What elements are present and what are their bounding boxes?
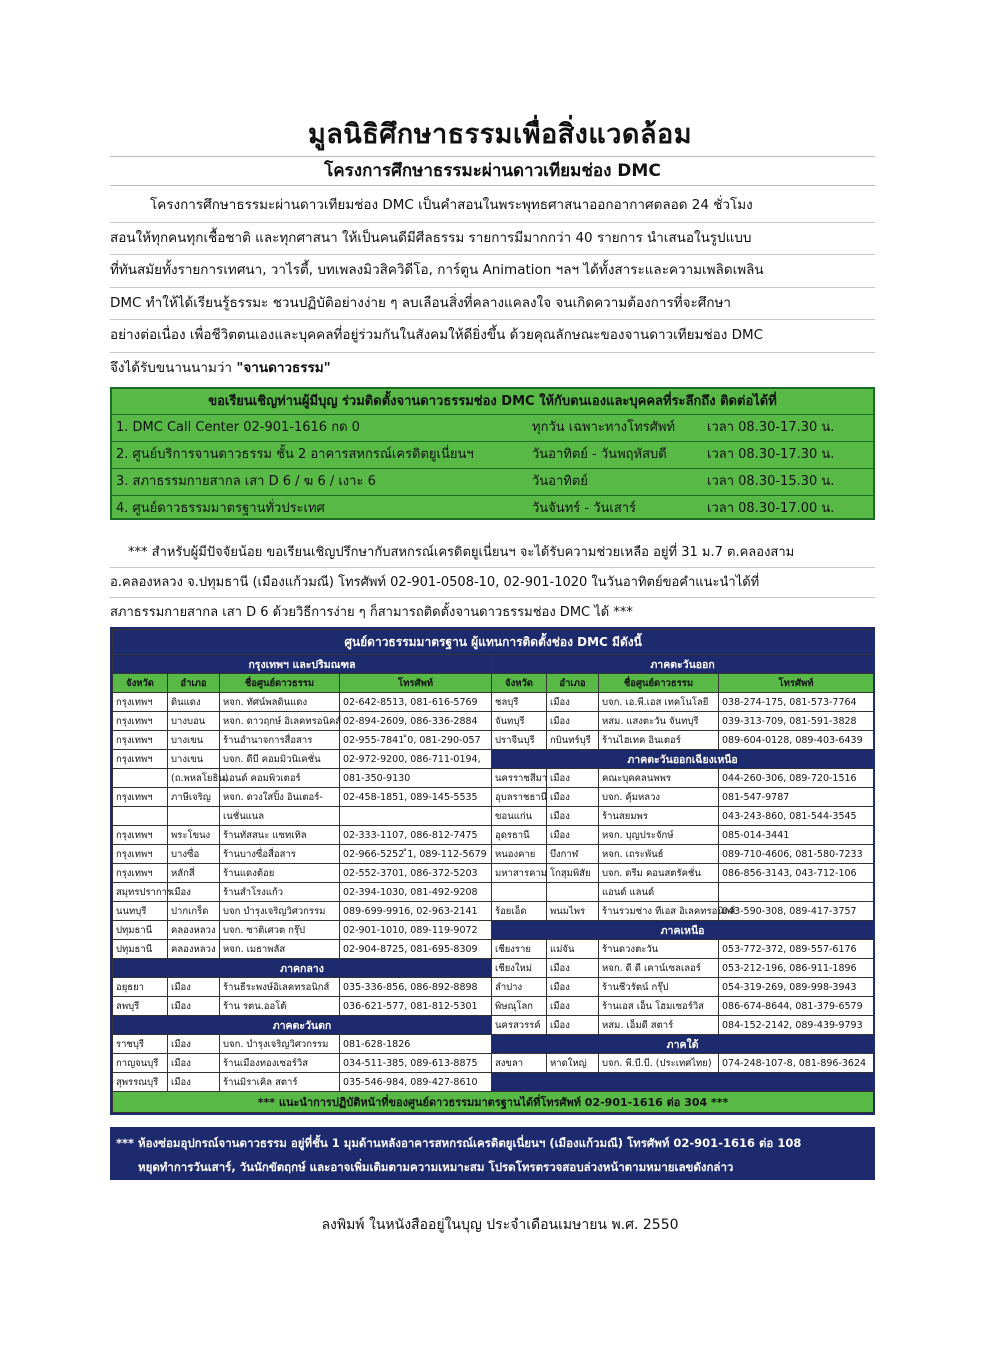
district-cell: ดินแดง: [168, 693, 220, 712]
phone-cell: 089-710-4606, 081-580-7233: [719, 845, 874, 864]
center-name-cell: หสม. เอ็มดี สตาร์: [599, 1016, 719, 1035]
phone-cell: 02-394-1030, 081-492-9208: [340, 883, 492, 902]
district-cell: คลองหลวง: [168, 921, 220, 940]
district-cell: พนมไพร: [547, 902, 599, 921]
column-header: ชื่อศูนย์ดาวธรรม: [599, 674, 719, 693]
phone-cell: 085-014-3441: [719, 826, 874, 845]
province-cell: ราชบุรี: [113, 1035, 168, 1054]
district-cell: ภาษีเจริญ: [168, 788, 220, 807]
table-row: [113, 883, 874, 902]
phone-cell: 081-628-1826: [340, 1035, 492, 1054]
phone-cell: 081-350-9130: [340, 769, 492, 788]
phone-cell: 089-699-9916, 02-963-2141: [340, 902, 492, 921]
center-name-cell: ร้าน รตน.ออโต้: [220, 997, 340, 1016]
province-cell: กรุงเทพฯ: [113, 731, 168, 750]
region-header: ภาคเหนือ: [492, 921, 874, 940]
province-cell: ปทุมธานี: [113, 940, 168, 959]
table-row: [113, 731, 874, 750]
contact-name: 1. DMC Call Center 02-901-1616 กด 0: [116, 420, 360, 435]
contact-row: [112, 415, 873, 442]
district-cell: เมือง: [547, 826, 599, 845]
district-cell: เมือง: [168, 997, 220, 1016]
column-header: อำเภอ: [168, 674, 220, 693]
district-cell: [168, 807, 220, 826]
district-cell: (ถ.พหลโยธิน): [168, 769, 220, 788]
phone-cell: 044-260-306, 089-720-1516: [719, 769, 874, 788]
contact-name: 3. สภาธรรมกายสากล เสา D 6 / ฆ 6 / เงาะ 6: [116, 474, 376, 489]
column-header: โทรศัพท์: [340, 674, 492, 693]
province-cell: หนองคาย: [492, 845, 547, 864]
table-row: [113, 788, 874, 807]
phone-cell: 039-313-709, 081-591-3828: [719, 712, 874, 731]
province-cell: กรุงเทพฯ: [113, 788, 168, 807]
province-cell: อุดรธานี: [492, 826, 547, 845]
district-cell: คลองหลวง: [168, 940, 220, 959]
phone-cell: 054-319-269, 089-998-3943: [719, 978, 874, 997]
center-name-cell: หจก. ดี ดี เคาน์เซลเลอร์: [599, 959, 719, 978]
table-row: [113, 864, 874, 883]
contact-time: เวลา 08.30-15.30 น.: [707, 474, 835, 489]
district-cell: แม่จัน: [547, 940, 599, 959]
province-cell: มหาสารคาม: [492, 864, 547, 883]
center-name-cell: ร้านดวงตะวัน: [599, 940, 719, 959]
intro-last-text: จึงได้รับขนานนามว่า: [110, 359, 237, 376]
contact-time: เวลา 08.30-17.30 น.: [707, 420, 835, 435]
district-cell: บางเขน: [168, 731, 220, 750]
phone-cell: 02-955-7841 ̊0, 081-290-057: [340, 731, 492, 750]
district-cell: เมือง: [547, 997, 599, 1016]
province-cell: กรุงเทพฯ: [113, 845, 168, 864]
center-name-cell: ร้านสำโรงแก้ว: [220, 883, 340, 902]
province-cell: ร้อยเอ็ด: [492, 902, 547, 921]
note-line: *** สำหรับผู้มีปัจจัยน้อย ขอเรียนเชิญปรึกษากับสหกรณ์เครดิตยูเนี่ยนฯ จะได้รับความช่วยเหลือ อยู่ที่ 31 ม.7 ต.คลองสาม: [110, 538, 875, 568]
center-name-cell: ร้านมิราเคิล สตาร์: [220, 1073, 340, 1092]
table-row: [113, 1016, 874, 1035]
phone-cell: 02-642-8513, 081-616-5769: [340, 693, 492, 712]
phone-cell: 053-212-196, 086-911-1896: [719, 959, 874, 978]
province-cell: สมุทรปราการ: [113, 883, 168, 902]
column-header: โทรศัพท์: [719, 674, 874, 693]
province-cell: ขอนแก่น: [492, 807, 547, 826]
province-cell: พิษณุโลก: [492, 997, 547, 1016]
phone-cell: 043-590-308, 089-417-3757: [719, 902, 874, 921]
phone-cell: 035-336-856, 086-892-8898: [340, 978, 492, 997]
center-name-cell: หจก. บุญประจักษ์: [599, 826, 719, 845]
district-cell: กบินทร์บุรี: [547, 731, 599, 750]
center-name-cell: ร้านไฮเทค อินเตอร์: [599, 731, 719, 750]
region-header: ภาคตะวันออก: [492, 655, 874, 674]
center-name-cell: หจก. เถระพันธ์: [599, 845, 719, 864]
province-cell: นครราชสีมา: [492, 769, 547, 788]
phone-cell: 084-152-2142, 089-439-9793: [719, 1016, 874, 1035]
page-title: มูลนิธิศึกษาธรรมเพื่อสิ่งแวดล้อม: [307, 119, 693, 150]
phone-cell: 081-547-9787: [719, 788, 874, 807]
repair-notice: [110, 1127, 875, 1180]
district-cell: บางซื่อ: [168, 845, 220, 864]
province-cell: ลำปาง: [492, 978, 547, 997]
contact-box: [110, 387, 875, 520]
column-header: จังหวัด: [113, 674, 168, 693]
province-cell: ปทุมธานี: [113, 921, 168, 940]
assistance-note: [110, 538, 875, 628]
intro-line: DMC ทำให้ได้เรียนรู้ธรรมะ ชวนปฏิบัติอย่างง่าย ๆ ลบเลือนสิ่งที่คลางแคลงใจ จนเกิดความต้องการที่จะศึกษา: [110, 288, 875, 321]
phone-cell: 02-972-9200, 086-711-0194,: [340, 750, 492, 769]
table-row: [113, 674, 874, 693]
intro-line: สอนให้ทุกคนทุกเชื้อชาติ และทุกศาสนา ให้เป็นคนดีมีศีลธรรม รายการมีมากกว่า 40 รายการ นำเสนอในรูปแบบ: [110, 223, 875, 256]
province-cell: นครสวรรค์: [492, 1016, 547, 1035]
center-name-cell: แอนด์ แลนด์: [599, 883, 719, 902]
phone-cell: 035-546-984, 089-427-8610: [340, 1073, 492, 1092]
table-row: [113, 997, 874, 1016]
table-row: [113, 1054, 874, 1073]
district-cell: เมือง: [547, 807, 599, 826]
center-name-cell: หจก. ทัศน์พลดินแดง: [220, 693, 340, 712]
center-name-cell: บจก บำรุงเจริญวิศวกรรม: [220, 902, 340, 921]
phone-cell: 02-333-1107, 086-812-7475: [340, 826, 492, 845]
table-footer-row: [113, 1092, 874, 1113]
table-row: [113, 902, 874, 921]
province-cell: [492, 883, 547, 902]
note-line: อ.คลองหลวง จ.ปทุมธานี (เมืองแก้วมณี) โทรศัพท์ 02-901-0508-10, 02-901-1020 ในวันอาทิตย์ขอคำแนะนำได้ที่: [110, 568, 875, 598]
phone-cell: 034-511-385, 089-613-8875: [340, 1054, 492, 1073]
contact-name: 4. ศูนย์ดาวธรรมมาตรฐานทั่วประเทศ: [116, 501, 325, 516]
district-cell: บางบอน: [168, 712, 220, 731]
district-cell: พระโขนง: [168, 826, 220, 845]
table-title: ศูนย์ดาวธรรมมาตรฐาน ผู้แทนการติดตั้งช่อง DMC มีดังนี้: [113, 630, 874, 655]
center-name-cell: หจก. เมธาพลัส: [220, 940, 340, 959]
center-name-cell: ร้านสยมพร: [599, 807, 719, 826]
center-name-cell: ร้านรวมช่าง ทีเอส อิเลคทรอนิกส์: [599, 902, 719, 921]
table-row: [113, 769, 874, 788]
district-cell: เมือง: [547, 693, 599, 712]
center-name-cell: ร้านบางซื่อสื่อสาร: [220, 845, 340, 864]
center-name-cell: บจก. พี.บี.บี. (ประเทศไทย): [599, 1054, 719, 1073]
center-name-cell: ร้านเอส เอ็น โฮมเซอร์วิส: [599, 997, 719, 1016]
intro-paragraph: [110, 190, 875, 384]
table-row: [113, 1035, 874, 1054]
column-header: อำเภอ: [547, 674, 599, 693]
column-header: จังหวัด: [492, 674, 547, 693]
table-row: [113, 807, 874, 826]
contact-time: เวลา 08.30-17.00 น.: [707, 501, 835, 516]
district-cell: หาดใหญ่: [547, 1054, 599, 1073]
phone-cell: 02-901-1010, 089-119-9072: [340, 921, 492, 940]
center-name-cell: ร้านแดงต้อย: [220, 864, 340, 883]
page-subtitle: โครงการศึกษาธรรมะผ่านดาวเทียมช่อง DMC: [110, 156, 875, 186]
table-title-row: [113, 630, 874, 655]
province-cell: [113, 807, 168, 826]
district-cell: บึงกาฬ: [547, 845, 599, 864]
center-name-cell: เนชั่นแนล: [220, 807, 340, 826]
contact-row: [112, 469, 873, 496]
district-cell: บางเขน: [168, 750, 220, 769]
phone-cell: [719, 883, 874, 902]
contact-time: เวลา 08.30-17.30 น.: [707, 447, 835, 462]
table-row: [113, 921, 874, 940]
province-cell: สงขลา: [492, 1054, 547, 1073]
table-row: [113, 978, 874, 997]
phone-cell: [340, 807, 492, 826]
center-name-cell: บจก. คุ้มหลวง: [599, 788, 719, 807]
table-row: [113, 750, 874, 769]
region-header: ภาคใต้: [492, 1035, 874, 1054]
province-cell: อยุธยา: [113, 978, 168, 997]
district-cell: เมือง: [547, 959, 599, 978]
intro-line: โครงการศึกษาธรรมะผ่านดาวเทียมช่อง DMC เป็นคำสอนในพระพุทธศาสนาออกอากาศตลอด 24 ชั่วโมง: [110, 190, 875, 223]
province-cell: ชลบุรี: [492, 693, 547, 712]
table-row: [113, 712, 874, 731]
district-cell: เมือง: [168, 1073, 220, 1092]
phone-cell: 086-856-3143, 043-712-106: [719, 864, 874, 883]
district-cell: เมือง: [168, 978, 220, 997]
center-name-cell: หสม. แสงตะวัน จันทบุรี: [599, 712, 719, 731]
center-name-cell: ร้านอำนาจการสื่อสาร: [220, 731, 340, 750]
center-name-cell: บจก. ซาติเศวต กรุ๊ป: [220, 921, 340, 940]
center-name-cell: คณะบุคคลนพพร: [599, 769, 719, 788]
region-header: ภาคตะวันตก: [113, 1016, 492, 1035]
table-row: [113, 1073, 874, 1092]
phone-cell: 036-621-577, 081-812-5301: [340, 997, 492, 1016]
table-row: [113, 655, 874, 674]
phone-cell: 02-894-2609, 086-336-2884: [340, 712, 492, 731]
province-cell: เชียงราย: [492, 940, 547, 959]
table-row: [113, 693, 874, 712]
province-cell: กรุงเทพฯ: [113, 712, 168, 731]
center-name-cell: บจก. เอ.พี.เอส เทคโนโลยี: [599, 693, 719, 712]
district-cell: เมือง: [547, 769, 599, 788]
repair-line: หยุดทำการวันเสาร์, วันนักขัตฤกษ์ และอาจเพิ่มเติมตามความเหมาะสม โปรดโทรตรวจสอบล่วงหน้าตามหมายเลขดังกล่าว: [138, 1160, 734, 1174]
province-cell: กรุงเทพฯ: [113, 826, 168, 845]
district-cell: เมือง: [168, 1054, 220, 1073]
table-row: [113, 826, 874, 845]
contact-days: วันอาทิตย์: [532, 474, 588, 489]
phone-cell: 02-966-5252 ̊1, 089-112-5679: [340, 845, 492, 864]
district-cell: เมือง: [547, 1016, 599, 1035]
phone-cell: 053-772-372, 089-557-6176: [719, 940, 874, 959]
contact-days: ทุกวัน เฉพาะทางโทรศัพท์: [532, 420, 676, 435]
province-cell: [113, 769, 168, 788]
table-row: [113, 959, 874, 978]
contact-days: วันอาทิตย์ - วันพฤหัสบดี: [532, 447, 667, 462]
contact-row: [112, 442, 873, 469]
phone-cell: 038-274-175, 081-573-7764: [719, 693, 874, 712]
table-row: [113, 845, 874, 864]
phone-cell: 086-674-8644, 081-379-6579: [719, 997, 874, 1016]
region-header: กรุงเทพฯ และปริมณฑล: [113, 655, 492, 674]
phone-cell: 074-248-107-8, 081-896-3624: [719, 1054, 874, 1073]
region-header: ภาคกลาง: [113, 959, 492, 978]
province-cell: ลพบุรี: [113, 997, 168, 1016]
center-name-cell: ร้านทัสสนะ แซทเทิล: [220, 826, 340, 845]
district-cell: เมือง: [168, 883, 220, 902]
phone-cell: 02-458-1851, 089-145-5535: [340, 788, 492, 807]
phone-cell: 089-604-0128, 089-403-6439: [719, 731, 874, 750]
phone-cell: 043-243-860, 081-544-3545: [719, 807, 874, 826]
province-cell: กรุงเทพฯ: [113, 750, 168, 769]
province-cell: ปราจีนบุรี: [492, 731, 547, 750]
district-cell: [547, 883, 599, 902]
intro-line: ที่ทันสมัยทั้งรายการเทศนา, วาไรตี้, บทเพลงมิวสิควิดีโอ, การ์ตูน Animation ฯลฯ ได้ทั้งสาระและความเพลิดเพลิน: [110, 255, 875, 288]
centers-table: [110, 627, 875, 1115]
center-name-cell: หจก. ดวงใสปิ้ง อินเตอร์-: [220, 788, 340, 807]
table-row: [113, 940, 874, 959]
center-name-cell: ร้านธีระพงษ์อิเลคทรอนิกส์: [220, 978, 340, 997]
contact-heading: ขอเรียนเชิญท่านผู้มีบุญ ร่วมติดตั้งจานดาวธรรมช่อง DMC ให้กับตนเองและบุคคลที่ระลึกถึง ติดต่อได้ที่: [112, 389, 873, 415]
province-cell: กรุงเทพฯ: [113, 693, 168, 712]
intro-line: อย่างต่อเนื่อง เพื่อชีวิตตนเองและบุคคลที่อยู่ร่วมกันในสังคมให้ดียิ่งขึ้น ด้วยคุณลักษณะของจานดาวเทียมช่อง DMC: [110, 320, 875, 353]
center-name-cell: ร้านชีวรัตน์ กรุ๊ป: [599, 978, 719, 997]
province-cell: จันทบุรี: [492, 712, 547, 731]
district-cell: ปากเกร็ด: [168, 902, 220, 921]
province-cell: สุพรรณบุรี: [113, 1073, 168, 1092]
center-name-cell: หจก. ดาวฤกษ์ อิเลคทรอนิคส์: [220, 712, 340, 731]
center-name-cell: บจก. บำรุงเจริญวิศวกรรม: [220, 1035, 340, 1054]
contact-row: [112, 496, 873, 522]
column-header: ชื่อศูนย์ดาวธรรม: [220, 674, 340, 693]
district-cell: เมือง: [547, 712, 599, 731]
center-name-cell: บจก. ดรีม คอนสตรัคชั่น: [599, 864, 719, 883]
center-name-cell: บจก. ดีบี คอมมิวนิเคชั่น: [220, 750, 340, 769]
province-cell: นนทบุรี: [113, 902, 168, 921]
center-name-cell: แอนด์ คอมพิวเตอร์: [220, 769, 340, 788]
province-cell: กาญจนบุรี: [113, 1054, 168, 1073]
province-cell: อุบลราชธานี: [492, 788, 547, 807]
province-cell: กรุงเทพฯ: [113, 864, 168, 883]
district-cell: หลักสี่: [168, 864, 220, 883]
region-header: ภาคตะวันออกเฉียงเหนือ: [492, 750, 874, 769]
intro-line: [110, 353, 875, 385]
empty-cell: [492, 1073, 874, 1092]
nickname-bold: "จานดาวธรรม": [236, 359, 331, 376]
province-cell: เชียงใหม่: [492, 959, 547, 978]
district-cell: โกสุมพิสัย: [547, 864, 599, 883]
phone-cell: 02-552-3701, 086-372-5203: [340, 864, 492, 883]
contact-name: 2. ศูนย์บริการจานดาวธรรม ชั้น 2 อาคารสหกรณ์เครดิตยูเนี่ยนฯ: [116, 447, 474, 462]
center-name-cell: ร้านเมืองทองเซอร์วิส: [220, 1054, 340, 1073]
district-cell: เมือง: [547, 788, 599, 807]
publication-footer: ลงพิมพ์ ในหนังสืออยู่ในบุญ ประจำเดือนเมษายน พ.ศ. 2550: [321, 1217, 679, 1233]
note-line: สภาธรรมกายสากล เสา D 6 ด้วยวิธีการง่าย ๆ ก็สามารถติดตั้งจานดาวธรรมช่อง DMC ได้ ***: [110, 598, 875, 628]
district-cell: เมือง: [547, 978, 599, 997]
table-footer: *** แนะนำการปฏิบัติหน้าที่ของศูนย์ดาวธรรมมาตรฐานได้ที่โทรศัพท์ 02-901-1616 ต่อ 304 ***: [113, 1092, 874, 1113]
district-cell: เมือง: [168, 1035, 220, 1054]
contact-days: วันจันทร์ - วันเสาร์: [532, 501, 637, 516]
phone-cell: 02-904-8725, 081-695-8309: [340, 940, 492, 959]
repair-line: *** ห้องซ่อมอุปกรณ์จานดาวธรรม อยู่ที่ชั้น 1 มุมด้านหลังอาคารสหกรณ์เครดิตยูเนี่ยนฯ (เมืองแก้วมณี) โทรศัพท์ 02-901-1616 ต่อ 108: [116, 1136, 802, 1150]
